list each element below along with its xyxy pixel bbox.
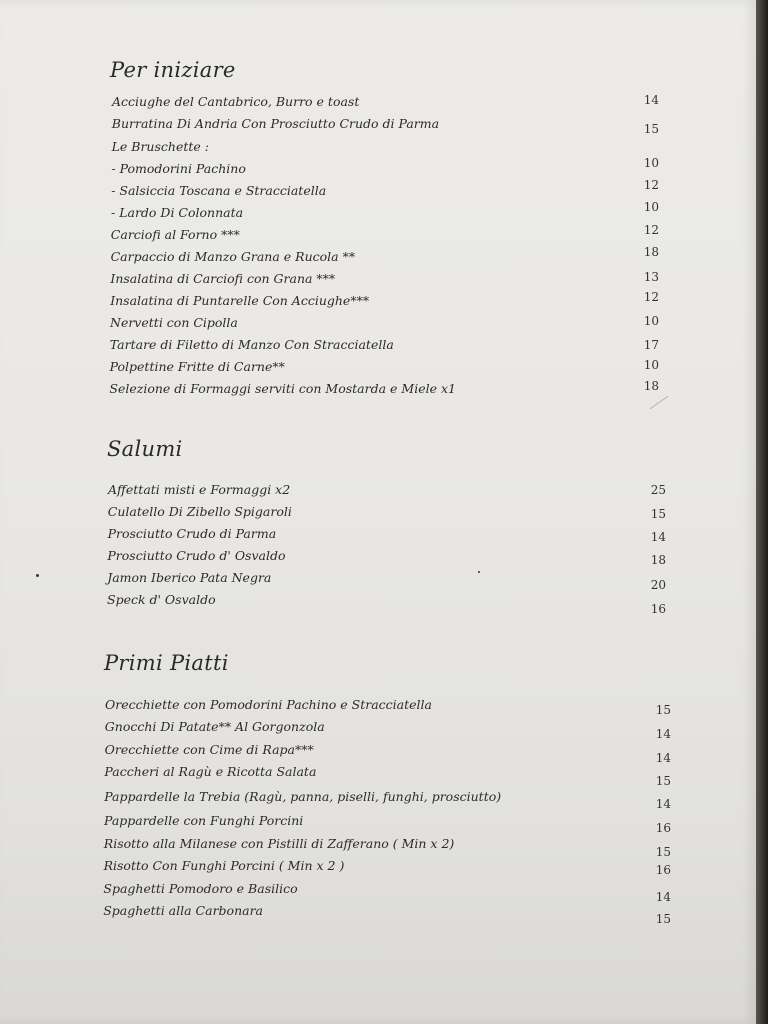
menu-item (0, 524, 756, 546)
menu-item (0, 546, 756, 568)
menu-item-price: 15 (650, 507, 666, 521)
menu-item-name: Nervetti con Cipolla (110, 315, 238, 330)
menu-item-price: 13 (643, 270, 659, 284)
menu-item-name: Risotto Con Funghi Porcini ( Min x 2 ) (103, 858, 345, 873)
menu-item-name: Jamon Iberico Pata Negra (107, 570, 272, 585)
menu-item-price: 12 (643, 178, 659, 192)
menu-item-price: 18 (643, 379, 659, 393)
menu-item (0, 695, 756, 717)
menu-item-price: 10 (643, 314, 659, 328)
menu-item-price: 18 (643, 245, 659, 259)
menu-item-name: Affettati misti e Formaggi x2 (108, 482, 291, 497)
menu-item-name: Insalatina di Carciofi con Grana *** (110, 271, 336, 286)
menu-item-price: 16 (655, 821, 671, 835)
menu-item (0, 717, 756, 739)
menu-item (0, 834, 756, 859)
menu-item-price: 25 (650, 483, 666, 497)
section-title: Salumi (107, 437, 183, 461)
menu-item (0, 762, 756, 788)
menu-item (0, 901, 756, 926)
menu-item-price: 15 (655, 774, 671, 788)
menu-item (0, 502, 756, 524)
menu-item-price: 10 (643, 156, 659, 170)
menu-item (0, 291, 756, 313)
menu-item (0, 856, 756, 878)
menu-item-name: Risotto alla Milanese con Pistilli di Zafferano ( Min x 2) (103, 836, 455, 851)
menu-item-price: 16 (650, 602, 666, 616)
menu-item-price: 14 (655, 727, 671, 741)
menu-item-name: Gnocchi Di Patate** Al Gorgonzola (104, 719, 325, 734)
menu-item (0, 335, 756, 357)
menu-item-name: Insalatina di Puntarelle Con Acciughe*** (110, 293, 370, 308)
menu-item-name: Carpaccio di Manzo Grana e Rucola ** (110, 249, 356, 264)
menu-item-price: 15 (655, 912, 671, 926)
menu-item-price: 14 (655, 797, 671, 811)
menu-item (0, 313, 756, 335)
menu-item-name: Spaghetti Pomodoro e Basilico (103, 881, 298, 896)
menu-item-price: 20 (650, 578, 666, 592)
section-title: Per iniziare (110, 58, 236, 82)
menu-item-price: 10 (643, 200, 659, 214)
menu-item (0, 811, 756, 833)
menu-item-price: 10 (643, 358, 659, 372)
menu-item (0, 590, 756, 616)
menu-item-name: - Pomodorini Pachino (111, 161, 246, 176)
menu-item (0, 92, 756, 114)
menu-item-name: Prosciutto Crudo di Parma (107, 526, 277, 541)
menu-item-name: Acciughe del Cantabrico, Burro e toast (112, 94, 360, 109)
menu-item-name: Tartare di Filetto di Manzo Con Stracciatella (109, 337, 394, 352)
menu-item-price: 14 (655, 890, 671, 904)
menu-item-name: Selezione di Formaggi serviti con Mostarda e Miele x1 (109, 381, 456, 396)
menu-item (0, 379, 756, 401)
page-edge-shadow (756, 0, 768, 1024)
menu-item-name: Culatello Di Zibello Spigaroli (107, 504, 292, 519)
menu-item-name: Carciofi al Forno *** (110, 227, 240, 242)
menu-item-name: Pappardelle con Funghi Porcini (104, 813, 304, 828)
menu-item-price: 15 (655, 703, 671, 717)
menu-item-price: 12 (643, 223, 659, 237)
menu-item (0, 787, 756, 809)
menu-item-price: 14 (655, 751, 671, 765)
menu-item (0, 114, 756, 136)
section-title: Primi Piatti (104, 651, 229, 675)
menu-item-name: Speck d' Osvaldo (107, 592, 216, 607)
menu-item-name: Polpettine Fritte di Carne** (109, 359, 285, 374)
menu-item (0, 568, 756, 590)
menu-item-name: Orecchiette con Pomodorini Pachino e Stracciatella (105, 697, 432, 712)
menu-item-name: Orecchiette con Cime di Rapa*** (104, 742, 314, 757)
menu-item (0, 740, 756, 765)
menu-item (0, 879, 756, 904)
menu-item-price: 18 (650, 553, 666, 567)
menu-item-name: Le Bruschette : (111, 139, 209, 154)
menu-item-name: Pappardelle la Trebia (Ragù, panna, piselli, funghi, prosciutto) (104, 789, 502, 804)
menu-item-name: Paccheri al Ragù e Ricotta Salata (104, 764, 317, 779)
menu-item-price: 14 (650, 530, 666, 544)
menu-item-name: - Salsiccia Toscana e Stracciatella (111, 183, 327, 198)
menu-item-name: Burratina Di Andria Con Prosciutto Crudo di Parma (111, 116, 440, 131)
menu-item-price: 14 (643, 93, 659, 107)
menu-item-name: - Lardo Di Colonnata (111, 205, 244, 220)
menu-item-price: 15 (655, 845, 671, 859)
menu-item-price: 12 (643, 290, 659, 304)
menu-item-price: 15 (643, 122, 659, 136)
menu-item-name: Prosciutto Crudo d' Osvaldo (107, 548, 286, 563)
menu-item (0, 480, 756, 502)
menu-item-price: 16 (655, 863, 671, 877)
menu-item (0, 247, 756, 269)
menu-item-price: 17 (643, 338, 659, 352)
menu-item-name: Spaghetti alla Carbonara (103, 903, 263, 918)
